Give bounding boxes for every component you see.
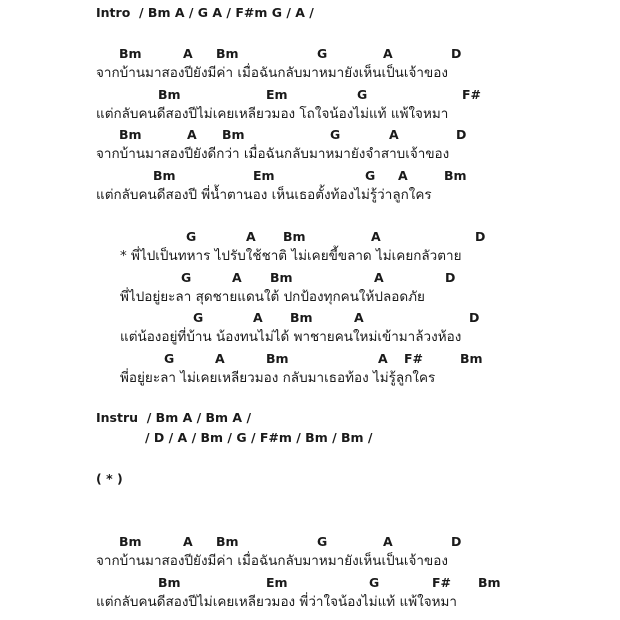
- chord: G: [357, 86, 368, 102]
- chord: Bm: [444, 167, 467, 183]
- chord: G: [317, 46, 328, 61]
- chord: A: [374, 269, 384, 285]
- intro-chords: / Bm A / G A / F#m G / A /: [139, 5, 314, 20]
- chord: A: [378, 350, 388, 366]
- chord: G: [186, 229, 197, 244]
- intro-line: [96, 5, 314, 21]
- chord: Bm: [153, 167, 176, 183]
- chord: G: [193, 310, 204, 325]
- chord: A: [383, 46, 393, 61]
- lyric-line: แต่น้องอยู่ที่บ้าน น้องทนไม่ได้ พาชายคนใหม่เข้ามาล้วงห้อง: [120, 329, 462, 345]
- lyric-line: จากบ้านมาสองปียังดีกว่า เมื่อฉันกลับมาหมายังจำสาบเจ้าของ: [96, 146, 450, 162]
- lyric-line: จากบ้านมาสองปียังมีค่า เมื่อฉันกลับมาหมายังเห็นเป็นเจ้าของ: [96, 553, 448, 569]
- chord: G: [181, 269, 192, 285]
- intro-label: Intro: [96, 5, 131, 20]
- chord: Bm: [216, 46, 239, 61]
- chord: D: [475, 229, 486, 244]
- chord: A: [253, 310, 263, 325]
- chord: F#: [462, 86, 482, 102]
- chord: Bm: [119, 127, 142, 142]
- chord: Bm: [460, 350, 483, 366]
- chord: A: [215, 350, 225, 366]
- chord: G: [330, 127, 341, 142]
- chord: Bm: [222, 127, 245, 142]
- chord: Em: [266, 86, 288, 102]
- chord: D: [451, 46, 462, 61]
- chord: Bm: [283, 229, 306, 244]
- instru-label: Instru: [96, 410, 139, 425]
- chord: A: [389, 127, 399, 142]
- lyric-line: * พี่ไปเป็นทหาร ไปรับใช้ชาติ ไม่เคยขี้ขลาด ไม่เคยกลัวตาย: [120, 248, 462, 264]
- chord: Em: [253, 167, 275, 183]
- chord: G: [317, 534, 328, 549]
- chord: A: [354, 310, 364, 325]
- instru-line-2: [145, 430, 372, 446]
- chord: G: [365, 167, 376, 183]
- chord: G: [164, 350, 175, 366]
- chord: A: [383, 534, 393, 549]
- chord: A: [183, 46, 193, 61]
- lyric-line: แต่กลับคนดีสองปีไม่เคยเหลียวมอง โถใจน้องไม่แท้ แพ้ใจหมา: [96, 105, 449, 122]
- chord: F#: [432, 574, 452, 590]
- chord: Bm: [290, 310, 313, 325]
- chord: Bm: [158, 86, 181, 102]
- chord: F#: [404, 350, 424, 366]
- chord: D: [469, 310, 480, 325]
- chord: D: [451, 534, 462, 549]
- chord: A: [232, 269, 242, 285]
- chord: Bm: [478, 574, 501, 590]
- lyric-line: จากบ้านมาสองปียังมีค่า เมื่อฉันกลับมาหมายังเห็นเป็นเจ้าของ: [96, 65, 448, 81]
- chord: G: [369, 574, 380, 590]
- chord: A: [183, 534, 193, 549]
- lyric-line: พี่ไปอยู่ยะลา สุดชายแดนใต้ ปกป้องทุกคนให้ปลอดภัย: [120, 288, 425, 305]
- lyric-line: พี่อยู่ยะลา ไม่เคยเหลียวมอง กลับมาเธอท้อง ไม่รู้ลูกใคร: [120, 369, 436, 386]
- chord: D: [456, 127, 467, 142]
- instru-line-1: [96, 410, 251, 426]
- chord: Em: [266, 574, 288, 590]
- chord: Bm: [270, 269, 293, 285]
- chord: A: [187, 127, 197, 142]
- chord: A: [246, 229, 256, 244]
- chord: Bm: [158, 574, 181, 590]
- instru-chords-1: / Bm A / Bm A /: [146, 410, 252, 425]
- chord: Bm: [119, 46, 142, 61]
- chord: A: [398, 167, 408, 183]
- chord: D: [445, 269, 456, 285]
- lyric-line: แต่กลับคนดีสองปีไม่เคยเหลียวมอง พี่ว่าใจน้องไม่แท้ แพ้ใจหมา: [96, 593, 457, 610]
- instru-chords-2: / D / A / Bm / G / F#m / Bm / Bm /: [145, 430, 373, 445]
- chord: Bm: [216, 534, 239, 549]
- chord: A: [371, 229, 381, 244]
- chord: Bm: [119, 534, 142, 549]
- chorus-repeat-marker: ( * ): [96, 471, 123, 486]
- chord: Bm: [266, 350, 289, 366]
- lyric-line: แต่กลับคนดีสองปี พี่น้ำตานอง เห็นเธอตั้งท้องไม่รู้ว่าลูกใคร: [96, 186, 432, 203]
